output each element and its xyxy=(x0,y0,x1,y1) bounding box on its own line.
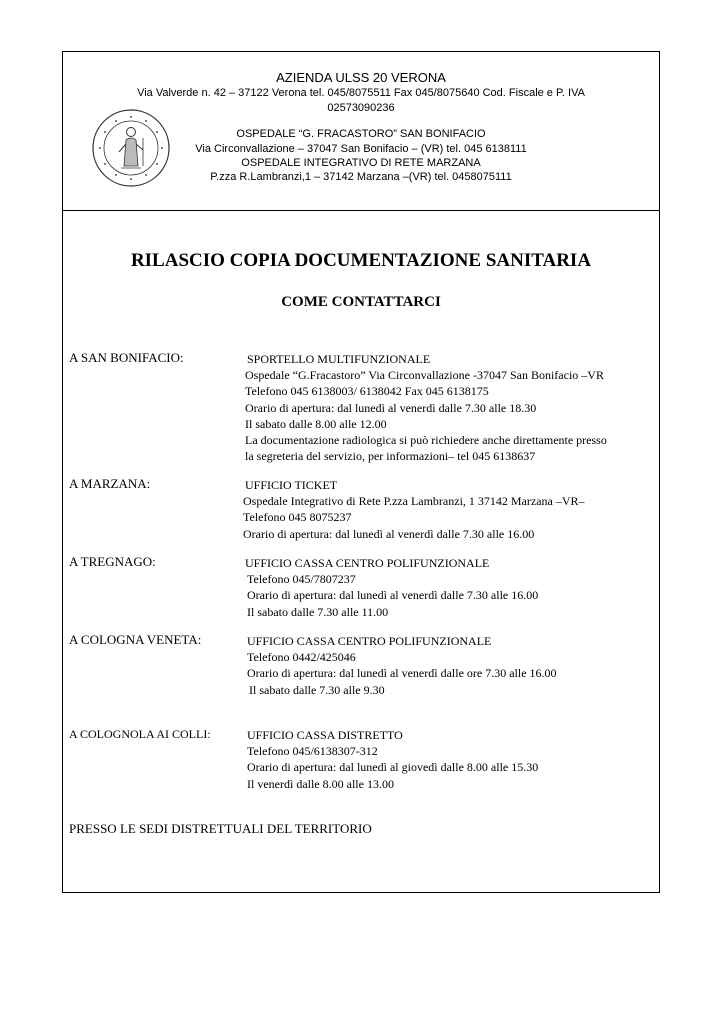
section-line: UFFICIO CASSA DISTRETTO xyxy=(247,728,403,742)
section-line: Ospedale “G.Fracastoro” Via Circonvallazione -37047 San Bonifacio –VR xyxy=(245,368,604,383)
org-address-line-1: Via Valverde n. 42 – 37122 Verona tel. 045/8075511 Fax 045/8075640 Cod. Fiscale e P. IVA xyxy=(137,87,585,99)
hospital-2-address: P.zza R.Lambranzi,1 – 37142 Marzana –(VR) tel. 0458075111 xyxy=(210,171,512,183)
section-body-tregnago xyxy=(245,555,538,620)
section-label-san-bonifacio: A SAN BONIFACIO: xyxy=(69,350,184,365)
hospital-1-address: Via Circonvallazione – 37047 San Bonifacio – (VR) tel. 045 6138111 xyxy=(195,143,527,155)
org-address-line-2: 02573090236 xyxy=(327,102,395,114)
document-title: RILASCIO COPIA DOCUMENTAZIONE SANITARIA xyxy=(130,250,592,271)
footer-note: PRESSO LE SEDI DISTRETTUALI DEL TERRITORIO xyxy=(69,821,372,836)
section-line: Telefono 045/7807237 xyxy=(247,572,356,587)
section-body-marzana xyxy=(243,477,585,542)
section-line: Il venerdì dalle 8.00 alle 13.00 xyxy=(247,776,394,791)
section-label-cologna-veneta: A COLOGNA VENETA: xyxy=(69,632,202,647)
section-line: Orario di apertura: dal lunedì al venerdì dalle 7.30 alle 16.00 xyxy=(247,588,539,603)
document-subtitle: COME CONTATTARCI xyxy=(281,294,441,310)
section-label-tregnago: A TREGNAGO: xyxy=(69,554,156,569)
section-body-cologna-veneta xyxy=(247,633,557,698)
section-line: UFFICIO CASSA CENTRO POLIFUNZIONALE xyxy=(247,634,492,648)
section-line: Ospedale Integrativo di Rete P.zza Lambranzi, 1 37142 Marzana –VR– xyxy=(243,494,585,509)
header-divider xyxy=(63,210,659,211)
section-line: Orario di apertura: dal lunedì al giovedì dalle 8.00 alle 15.30 xyxy=(247,760,539,775)
section-label-marzana: A MARZANA: xyxy=(69,476,151,491)
hospital-2-name: OSPEDALE INTEGRATIVO DI RETE MARZANA xyxy=(241,157,481,169)
org-name: AZIENDA ULSS 20 VERONA xyxy=(276,70,446,85)
section-line: Orario di apertura: dal lunedì al venerdì dalle 7.30 alle 18.30 xyxy=(245,400,537,415)
section-label-colognola-ai-colli: A COLOGNOLA AI COLLI: xyxy=(69,727,211,741)
section-line: La documentazione radiologica si può richiedere anche direttamente presso xyxy=(245,432,607,447)
section-line: Il sabato dalle 8.00 alle 12.00 xyxy=(245,416,387,431)
section-line: Il sabato dalle 7.30 alle 9.30 xyxy=(249,682,385,697)
section-line: Il sabato dalle 7.30 alle 11.00 xyxy=(247,604,389,619)
section-body-colognola-ai-colli xyxy=(247,727,538,792)
hospital-1-name: OSPEDALE “G. FRACASTORO” SAN BONIFACIO xyxy=(236,128,486,140)
section-line: Orario di apertura: dal lunedì al venerdì dalle ore 7.30 alle 16.00 xyxy=(247,666,557,681)
section-body-san-bonifacio xyxy=(245,351,607,464)
section-line: Telefono 045/6138307-312 xyxy=(247,744,378,759)
section-line: Telefono 045 6138003/ 6138042 Fax 045 6138175 xyxy=(245,384,489,399)
section-line: UFFICIO CASSA CENTRO POLIFUNZIONALE xyxy=(245,556,490,570)
section-line: SPORTELLO MULTIFUNZIONALE xyxy=(247,352,431,366)
document-frame xyxy=(62,51,660,893)
section-line: Telefono 045 8075237 xyxy=(243,510,352,525)
section-line: Telefono 0442/425046 xyxy=(247,650,356,665)
section-line: UFFICIO TICKET xyxy=(245,478,338,492)
section-line: la segreteria del servizio, per informazioni– tel 045 6138637 xyxy=(245,449,536,464)
section-line: Orario di apertura: dal lunedì al venerdì dalle 7.30 alle 16.00 xyxy=(243,526,535,541)
